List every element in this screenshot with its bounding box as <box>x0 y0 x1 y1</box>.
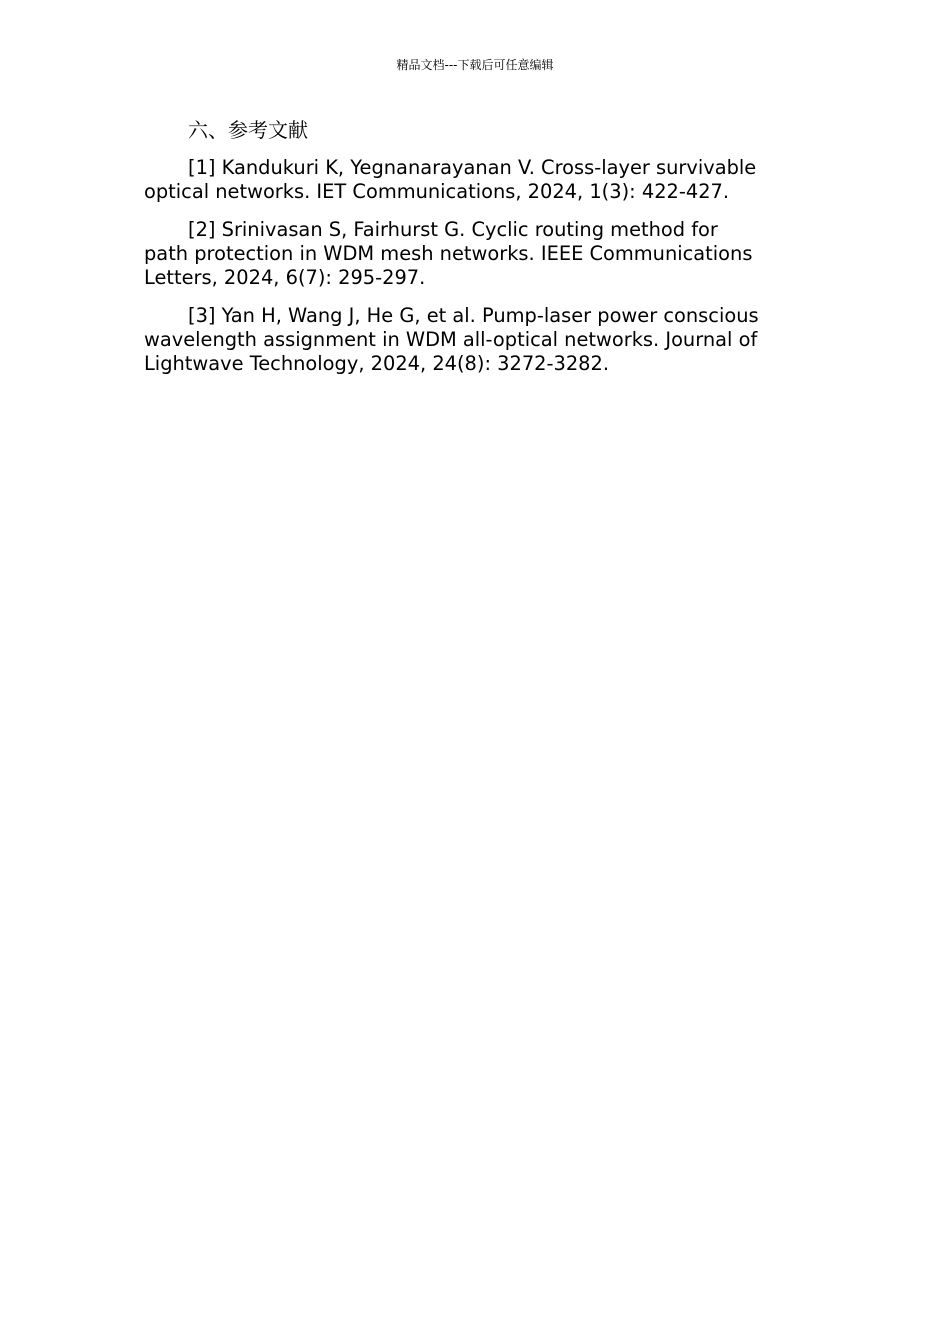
reference-item <box>144 218 809 290</box>
reference-item <box>144 156 809 204</box>
reference-line: optical networks. IET Communications, 2024, 1(3): 422-427. <box>144 180 730 203</box>
reference-line: [3] Yan H, Wang J, He G, et al. Pump-laser power conscious <box>188 304 759 327</box>
document-body <box>144 116 809 390</box>
section-heading: 六、参考文献 <box>188 118 308 142</box>
reference-line: Lightwave Technology, 2024, 24(8): 3272-3282. <box>144 352 610 375</box>
page-header: 精品文档---下载后可任意编辑 <box>396 58 554 72</box>
reference-line: [2] Srinivasan S, Fairhurst G. Cyclic routing method for <box>188 218 718 241</box>
reference-line: [1] Kandukuri K, Yegnanarayanan V. Cross-layer survivable <box>188 156 757 179</box>
reference-line: Letters, 2024, 6(7): 295-297. <box>144 266 426 289</box>
reference-line: path protection in WDM mesh networks. IEEE Communications <box>144 242 753 265</box>
reference-list <box>144 156 809 376</box>
reference-item <box>144 304 809 376</box>
reference-line: wavelength assignment in WDM all-optical networks. Journal of <box>144 328 758 351</box>
